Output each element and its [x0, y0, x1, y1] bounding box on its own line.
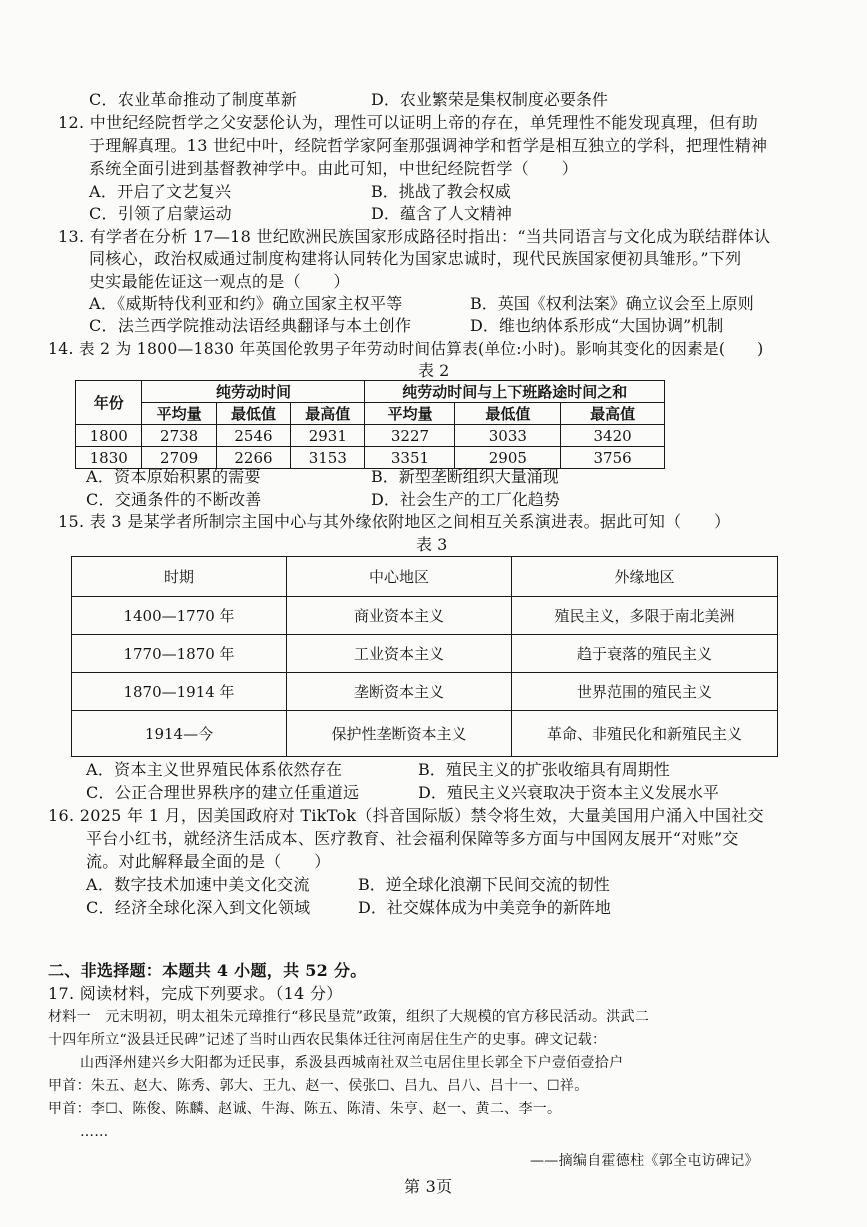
q15-stem: 15. 表 3 是某学者所制宗主国中心与其外缘依附地区之间相互关系演进表。据此可知（ ）	[58, 512, 731, 531]
table2-header-max2: 最高值	[561, 403, 665, 425]
table2-cell: 3227	[365, 425, 455, 447]
table-row	[72, 711, 778, 757]
table2-header-max: 最高值	[291, 403, 365, 425]
table3-cell: 世界范围的殖民主义	[512, 673, 778, 711]
q15-option-b: B．殖民主义的扩张收缩具有周期性	[418, 760, 670, 779]
q16-stem-line3: 流。对此解释最全面的是（ ）	[86, 852, 331, 871]
table2-header-group1: 纯劳动时间	[142, 381, 365, 403]
table2-cell: 3420	[561, 425, 665, 447]
q14-option-a: A．资本原始积累的需要	[86, 467, 261, 486]
material1-line2: 十四年所立“汲县迁民碑”记述了当时山西农民集体迁往河南居住生产的史事。碑文记载：	[48, 1032, 607, 1048]
q12-option-d: D．蕴含了人文精神	[371, 204, 512, 223]
material1-line1: 材料一 元末明初，明太祖朱元璋推行“移民垦荒”政策，组织了大规模的官方移民活动。洪武二	[48, 1009, 650, 1025]
table2-header-min: 最低值	[216, 403, 290, 425]
table-row	[72, 673, 778, 711]
table2-cell: 2266	[216, 447, 290, 469]
q16-option-d: D．社交媒体成为中美竞争的新阵地	[358, 898, 611, 917]
table3-cell: 商业资本主义	[287, 597, 512, 635]
section2-heading: 二、非选择题：本题共 4 小题，共 52 分。	[48, 961, 367, 980]
q13-stem-line2: 同核心，政治权威通过制度构建将认同转化为国家忠诚时，现代民族国家便初具雏形。”下列	[89, 249, 742, 268]
table3-cell: 1870—1914 年	[72, 673, 287, 711]
material1-line3: 山西泽州建兴乡大阳都为迁民事，系汲县西城南社双兰屯居住里长郭全下户壹佰壹拾户	[80, 1055, 624, 1071]
table3-header-center: 中心地区	[287, 557, 512, 597]
page-number: 第 3页	[404, 1177, 453, 1196]
table3-header-periphery: 外缘地区	[512, 557, 778, 597]
q13-stem-line1: 13. 有学者在分析 17—18 世纪欧洲民族国家形成路径时指出：“当共同语言与文化成为联结群体认	[58, 227, 771, 246]
table2-cell: 2931	[291, 425, 365, 447]
table2-cell: 2738	[142, 425, 216, 447]
material1-source: ——摘编自霍德柱《郭全屯访碑记》	[530, 1153, 759, 1169]
q14-option-b: B．新型垄断组织大量涌现	[371, 467, 559, 486]
table2-cell: 1800	[76, 425, 142, 447]
q13-option-d: D．维也纳体系形成“大国协调”机制	[470, 316, 724, 335]
q12-option-c: C．引领了启蒙运动	[89, 204, 232, 223]
table-row	[72, 635, 778, 673]
q12-option-b: B．挑战了教会权威	[371, 182, 511, 201]
table2-cell: 1830	[76, 447, 142, 469]
table3-header-period: 时期	[72, 557, 287, 597]
table2-header-year: 年份	[76, 381, 142, 425]
table3-cell: 垄断资本主义	[287, 673, 512, 711]
q12-stem-line2: 于理解真理。13 世纪中叶，经院哲学家阿奎那强调神学和哲学是相互独立的学科，把理性精神	[89, 136, 768, 155]
table2-cell: 3351	[365, 447, 455, 469]
q11-option-d: D．农业繁荣是集权制度必要条件	[371, 90, 608, 109]
table2-cell: 2709	[142, 447, 216, 469]
q12-stem-line3: 系统全面引进到基督教神学中。由此可知，中世纪经院哲学（ ）	[89, 159, 579, 178]
q16-stem-line1: 16. 2025 年 1 月，因美国政府对 TikTok（抖音国际版）禁令将生效，大量美国用户涌入中国社交	[48, 806, 764, 825]
material1-ellipsis: ……	[80, 1124, 109, 1140]
q14-option-d: D．社会生产的工厂化趋势	[371, 490, 560, 509]
table2-title: 表 2	[418, 361, 450, 380]
q15-option-d: D．殖民主义兴衰取决于资本主义发展水平	[418, 783, 719, 802]
table2-header-avg: 平均量	[142, 403, 216, 425]
table3	[71, 556, 778, 757]
table3-cell: 1770—1870 年	[72, 635, 287, 673]
table2-cell: 2546	[216, 425, 290, 447]
table3-cell: 保护性垄断资本主义	[287, 711, 512, 757]
q13-stem-line3: 史实最能佐证这一观点的是（ ）	[89, 272, 350, 291]
table3-cell: 1400—1770 年	[72, 597, 287, 635]
table3-cell: 1914—今	[72, 711, 287, 757]
table2-cell: 3033	[455, 425, 561, 447]
table2-header-group2: 纯劳动时间与上下班路途时间之和	[365, 381, 665, 403]
table3-title: 表 3	[416, 535, 448, 554]
table2-cell: 3153	[291, 447, 365, 469]
table-row	[72, 597, 778, 635]
q16-stem-line2: 平台小红书，就经济生活成本、医疗教育、社会福利保障等多方面与中国网友展开“对账”交	[86, 829, 739, 848]
table2-header-min2: 最低值	[455, 403, 561, 425]
table2-cell: 3756	[561, 447, 665, 469]
q17-stem: 17. 阅读材料，完成下列要求。（14 分）	[48, 984, 343, 1003]
q16-option-c: C．经济全球化深入到文化领域	[86, 898, 311, 917]
table2-header-avg2: 平均量	[365, 403, 455, 425]
q14-stem: 14. 表 2 为 1800—1830 年英国伦敦男子年劳动时间估算表(单位:小时)。影响其变化的因素是( )	[48, 340, 764, 358]
q13-option-a: A．《威斯特伐利亚和约》确立国家主权平等	[89, 294, 403, 313]
table3-cell: 革命、非殖民化和新殖民主义	[512, 711, 778, 757]
q11-option-c: C．农业革命推动了制度革新	[89, 90, 298, 109]
table3-cell: 工业资本主义	[287, 635, 512, 673]
table3-cell: 趋于衰落的殖民主义	[512, 635, 778, 673]
q14-option-c: C．交通条件的不断改善	[86, 490, 262, 509]
material1-line5: 甲首：李☐、陈俊、陈麟、赵诚、牛海、陈五、陈清、朱亨、赵一、黄二、李一。	[48, 1101, 562, 1117]
table2	[75, 380, 665, 469]
q12-option-a: A．开启了文艺复兴	[89, 182, 232, 201]
table2-cell: 2905	[455, 447, 561, 469]
q16-option-b: B．逆全球化浪潮下民间交流的韧性	[358, 875, 610, 894]
table3-cell: 殖民主义，多限于南北美洲	[512, 597, 778, 635]
q12-stem-line1: 12. 中世纪经院哲学之父安瑟伦认为，理性可以证明上帝的存在，单凭理性不能发现真理，但有助	[58, 113, 759, 132]
q15-option-c: C．公正合理世界秩序的建立任重道远	[86, 783, 360, 802]
q13-option-c: C．法兰西学院推动法语经典翻译与本土创作	[89, 316, 412, 335]
material1-line4: 甲首：朱五、赵大、陈秀、郭大、王九、赵一、侯张☐、吕九、吕八、吕十一、☐祥。	[48, 1078, 589, 1094]
q15-option-a: A．资本主义世界殖民体系依然存在	[86, 760, 343, 779]
table-row	[76, 425, 665, 447]
q13-option-b: B．英国《权利法案》确立议会至上原则	[470, 294, 754, 313]
q16-option-a: A．数字技术加速中美文化交流	[86, 875, 310, 894]
